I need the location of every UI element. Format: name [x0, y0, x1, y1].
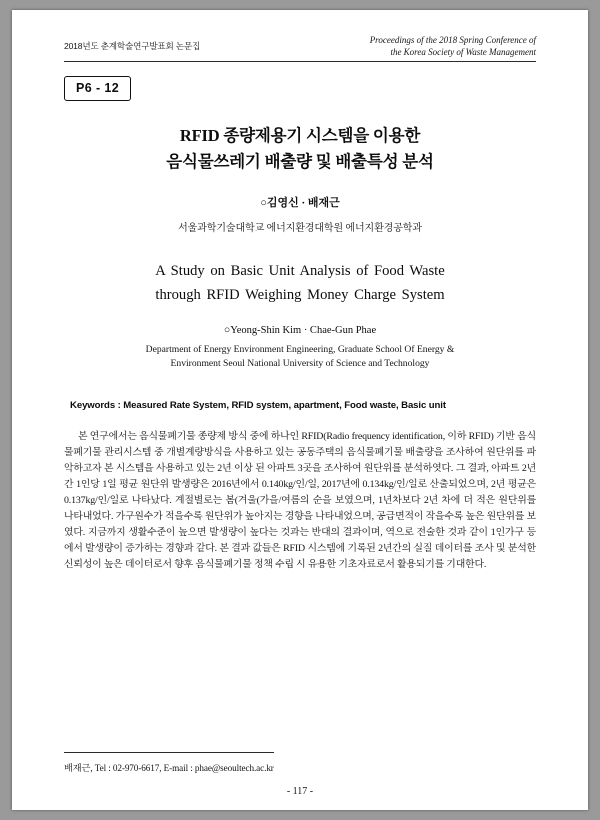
title-en-line1: A Study on Basic Unit Analysis of Food Waste [155, 263, 445, 280]
title-ko-line1: RFID 종량제용기 시스템을 이용한 [179, 126, 421, 146]
affiliation-en [64, 343, 536, 372]
page-content [64, 34, 536, 573]
header-divider [64, 61, 536, 62]
paper-code-badge: P6 - 12 [64, 76, 131, 101]
running-header [64, 34, 536, 58]
footnote-divider [64, 752, 274, 753]
authors-en: ○Yeong-Shin Kim · Chae-Gun Phae [223, 325, 377, 337]
header-conference-en-line1: Proceedings of the 2018 Spring Conference of [369, 35, 536, 45]
title-en-line2: through RFID Weighing Money Charge System [155, 286, 445, 303]
paper-page [12, 10, 588, 810]
title-ko-line2: 음식물쓰레기 배출량 및 배출특성 분석 [166, 151, 434, 171]
header-conference-en-line2: the Korea Society of Waste Management [390, 47, 536, 58]
affiliation-ko: 서울과학기술대학교 에너지환경대학원 에너지환경공학과 [178, 223, 422, 235]
footnote-block [64, 752, 536, 774]
footnote-contact: 배재근, Tel : 02-970-6617, E-mail : phae@seoultech.ac.kr [64, 763, 274, 773]
paper-code-container [64, 76, 536, 101]
page-title-en [64, 260, 536, 307]
page-number: - 117 - [286, 786, 314, 797]
page-title-ko [64, 123, 536, 174]
authors-ko: ○김영신 · 배재근 [260, 197, 340, 210]
abstract-text: 본 연구에서는 음식물폐기물 종량제 방식 중에 하나인 RFID(Radio frequency identification, 이하 RFID) 기반 음식물폐기물 관리시스템 중 개별계량방식을 사용하고 있는 공동주택의 음식물폐기물 배출량을 조사하여 원단위를 파악하고자 본 시스템을 사용하고 있는 2년 이상 된 아파트 3곳을 조사하여 원단위를 분석하엿다. 그 결과, 아파트 2년간 1인당 1일 평균 원단위 발생량은 2016년에서 0.140kg/인/일, 2017년에 0.134kg/인/일로 산출되었으며, 2년 평균은 0.137kg/인/일로 나타났다. 계절별로는 봄(겨울(가을/여름의 순을 보였으며, 1년차보다 2년 차에 더 적은 원단위를 나타내었다. 가구원수가 적을수록 원단위가 높아지는 경향을 나타내었으며, 공급면적이 작을수록 높은 원단위를 보였다. 지금까지 생활수준이 높으면 발생량이 높다는 것과는 반대의 결과이며, 역으로 전술한 것과 같이 1인가구 등에서 발생량이 증가하는 경향과 같다. 본 결과 값들은 RFID 시스템에 기록된 2년간의 실질 데이터를 조사 및 분석한 신뢰성이 높은 데이터로서 향후 음식물폐기물 정책 수립 시 유용한 기초자료로서 활용되기를 기대한다. [64, 430, 536, 571]
header-conference-en [370, 34, 536, 58]
affiliation-en-line1: Department of Energy Environment Engineering, Graduate School Of Energy & [145, 344, 455, 356]
header-conference-ko: 2018년도 춘계학술연구발표회 논문집 [64, 41, 201, 51]
keywords-line: Keywords : Measured Rate System, RFID system, apartment, Food waste, Basic unit [70, 399, 446, 411]
affiliation-en-line2: Environment Seoul National University of Science and Technology [170, 358, 430, 370]
